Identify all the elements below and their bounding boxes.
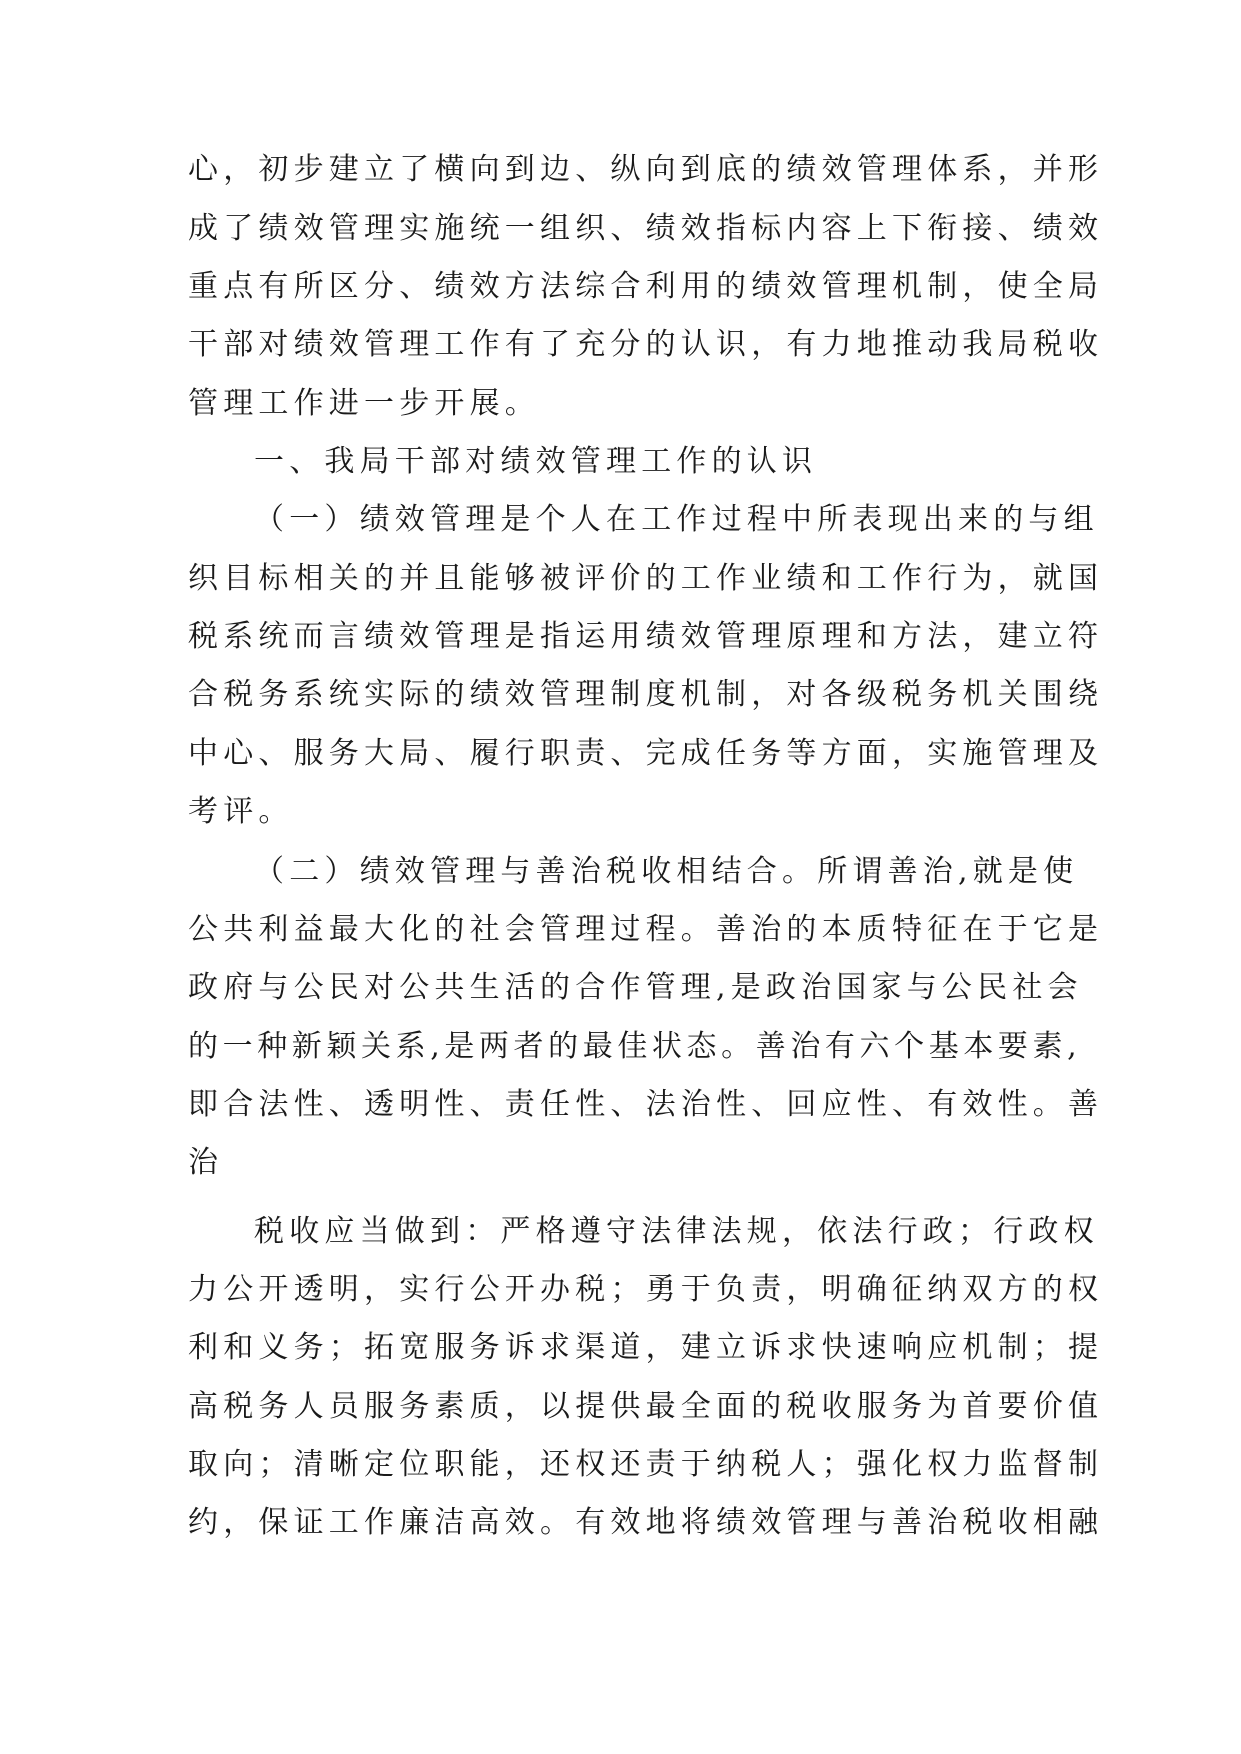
text-line: 考评。 <box>188 794 294 829</box>
section-heading: 一、我局干部对绩效管理工作的认识 <box>254 444 818 479</box>
text-line: 治 <box>188 1145 224 1180</box>
text-line: 即合法性、透明性、责任性、法治性、回应性、有效性。善 <box>188 1087 1104 1122</box>
text-line: 织目标相关的并且能够被评价的工作业绩和工作行为，就国 <box>188 561 1104 596</box>
text-line: 的一种新颖关系,是两者的最佳状态。善治有六个基本要素, <box>188 1029 1082 1064</box>
text-line: 力公开透明，实行公开办税；勇于负责，明确征纳双方的权 <box>188 1272 1104 1307</box>
text-line: 取向；清晰定位职能，还权还责于纳税人；强化权力监督制 <box>188 1447 1104 1482</box>
text-line: 中心、服务大局、履行职责、完成任务等方面，实施管理及 <box>188 736 1104 771</box>
text-line: 重点有所区分、绩效方法综合利用的绩效管理机制，使全局 <box>188 269 1104 304</box>
text-line: 成了绩效管理实施统一组织、绩效指标内容上下衔接、绩效 <box>188 211 1104 246</box>
text-line: 高税务人员服务素质，以提供最全面的税收服务为首要价值 <box>188 1389 1104 1424</box>
text-line: 干部对绩效管理工作有了充分的认识，有力地推动我局税收 <box>188 327 1104 362</box>
text-line: 利和义务；拓宽服务诉求渠道，建立诉求快速响应机制；提 <box>188 1330 1104 1365</box>
text-line: （二）绩效管理与善治税收相结合。所谓善治,就是使 <box>254 854 1079 889</box>
text-line: 税收应当做到：严格遵守法律法规，依法行政；行政权 <box>254 1214 1099 1249</box>
text-line: 合税务系统实际的绩效管理制度机制，对各级税务机关围绕 <box>188 677 1104 712</box>
text-line: 税系统而言绩效管理是指运用绩效管理原理和方法，建立符 <box>188 619 1104 654</box>
text-line: 政府与公民对公共生活的合作管理,是政治国家与公民社会 <box>188 970 1083 1005</box>
text-line: 公共利益最大化的社会管理过程。善治的本质特征在于它是 <box>188 912 1104 947</box>
text-line: 管理工作进一步开展。 <box>188 386 540 421</box>
text-line: 心，初步建立了横向到边、纵向到底的绩效管理体系，并形 <box>188 152 1104 187</box>
text-line: （一）绩效管理是个人在工作过程中所表现出来的与组 <box>254 502 1099 537</box>
text-line: 约，保证工作廉洁高效。有效地将绩效管理与善治税收相融 <box>188 1505 1104 1540</box>
